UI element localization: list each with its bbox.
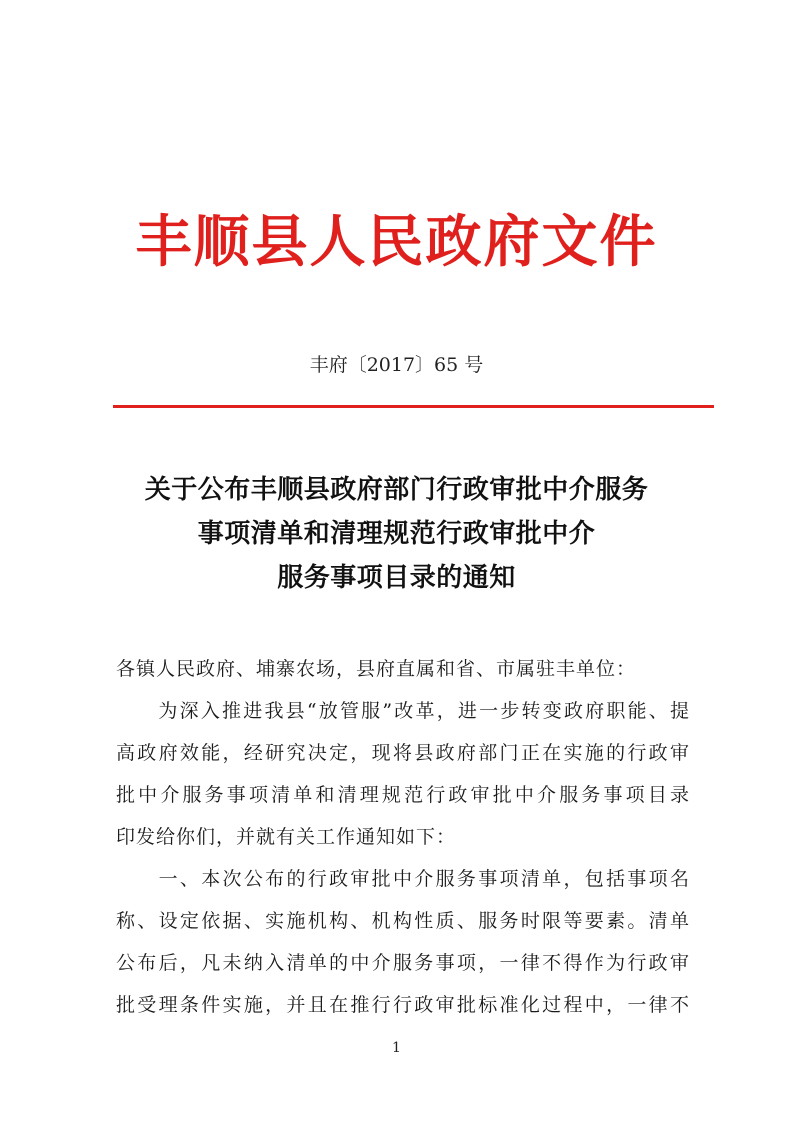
body-line: 批中介服务事项清单和清理规范行政审批中介服务事项目录: [116, 784, 690, 806]
notice-title-line: 事项清单和清理规范行政审批中介: [197, 519, 596, 549]
body-line: 批受理条件实施，并且在推行行政审批标准化过程中，一律不: [116, 994, 690, 1016]
body-line: 高政府效能，经研究决定，现将县政府部门正在实施的行政审: [116, 742, 690, 764]
notice-title-line: 关于公布丰顺县政府部门行政审批中介服务: [144, 475, 649, 505]
body-text: [116, 648, 690, 1026]
notice-title: [0, 468, 793, 600]
body-line: 公布后，凡未纳入清单的中介服务事项，一律不得作为行政审: [116, 952, 690, 974]
body-line: 为深入推进我县“放管服”改革，进一步转变政府职能、提: [116, 700, 690, 722]
body-line: 一、本次公布的行政审批中介服务事项清单，包括事项名: [116, 868, 690, 890]
salutation-line: 各镇人民政府、埔寨农场，县府直属和省、市属驻丰单位：: [116, 658, 637, 680]
body-line: 称、设定依据、实施机构、机构性质、服务时限等要素。清单: [116, 910, 690, 932]
page-number: 1: [392, 1040, 401, 1056]
red-divider-line: [113, 405, 714, 408]
notice-title-line: 服务事项目录的通知: [277, 563, 516, 593]
issuer-title: 丰顺县人民政府文件: [135, 210, 658, 275]
body-line: 印发给你们，并就有关工作通知如下：: [116, 826, 457, 848]
document-number: 丰府〔2017〕65 号: [309, 354, 484, 376]
